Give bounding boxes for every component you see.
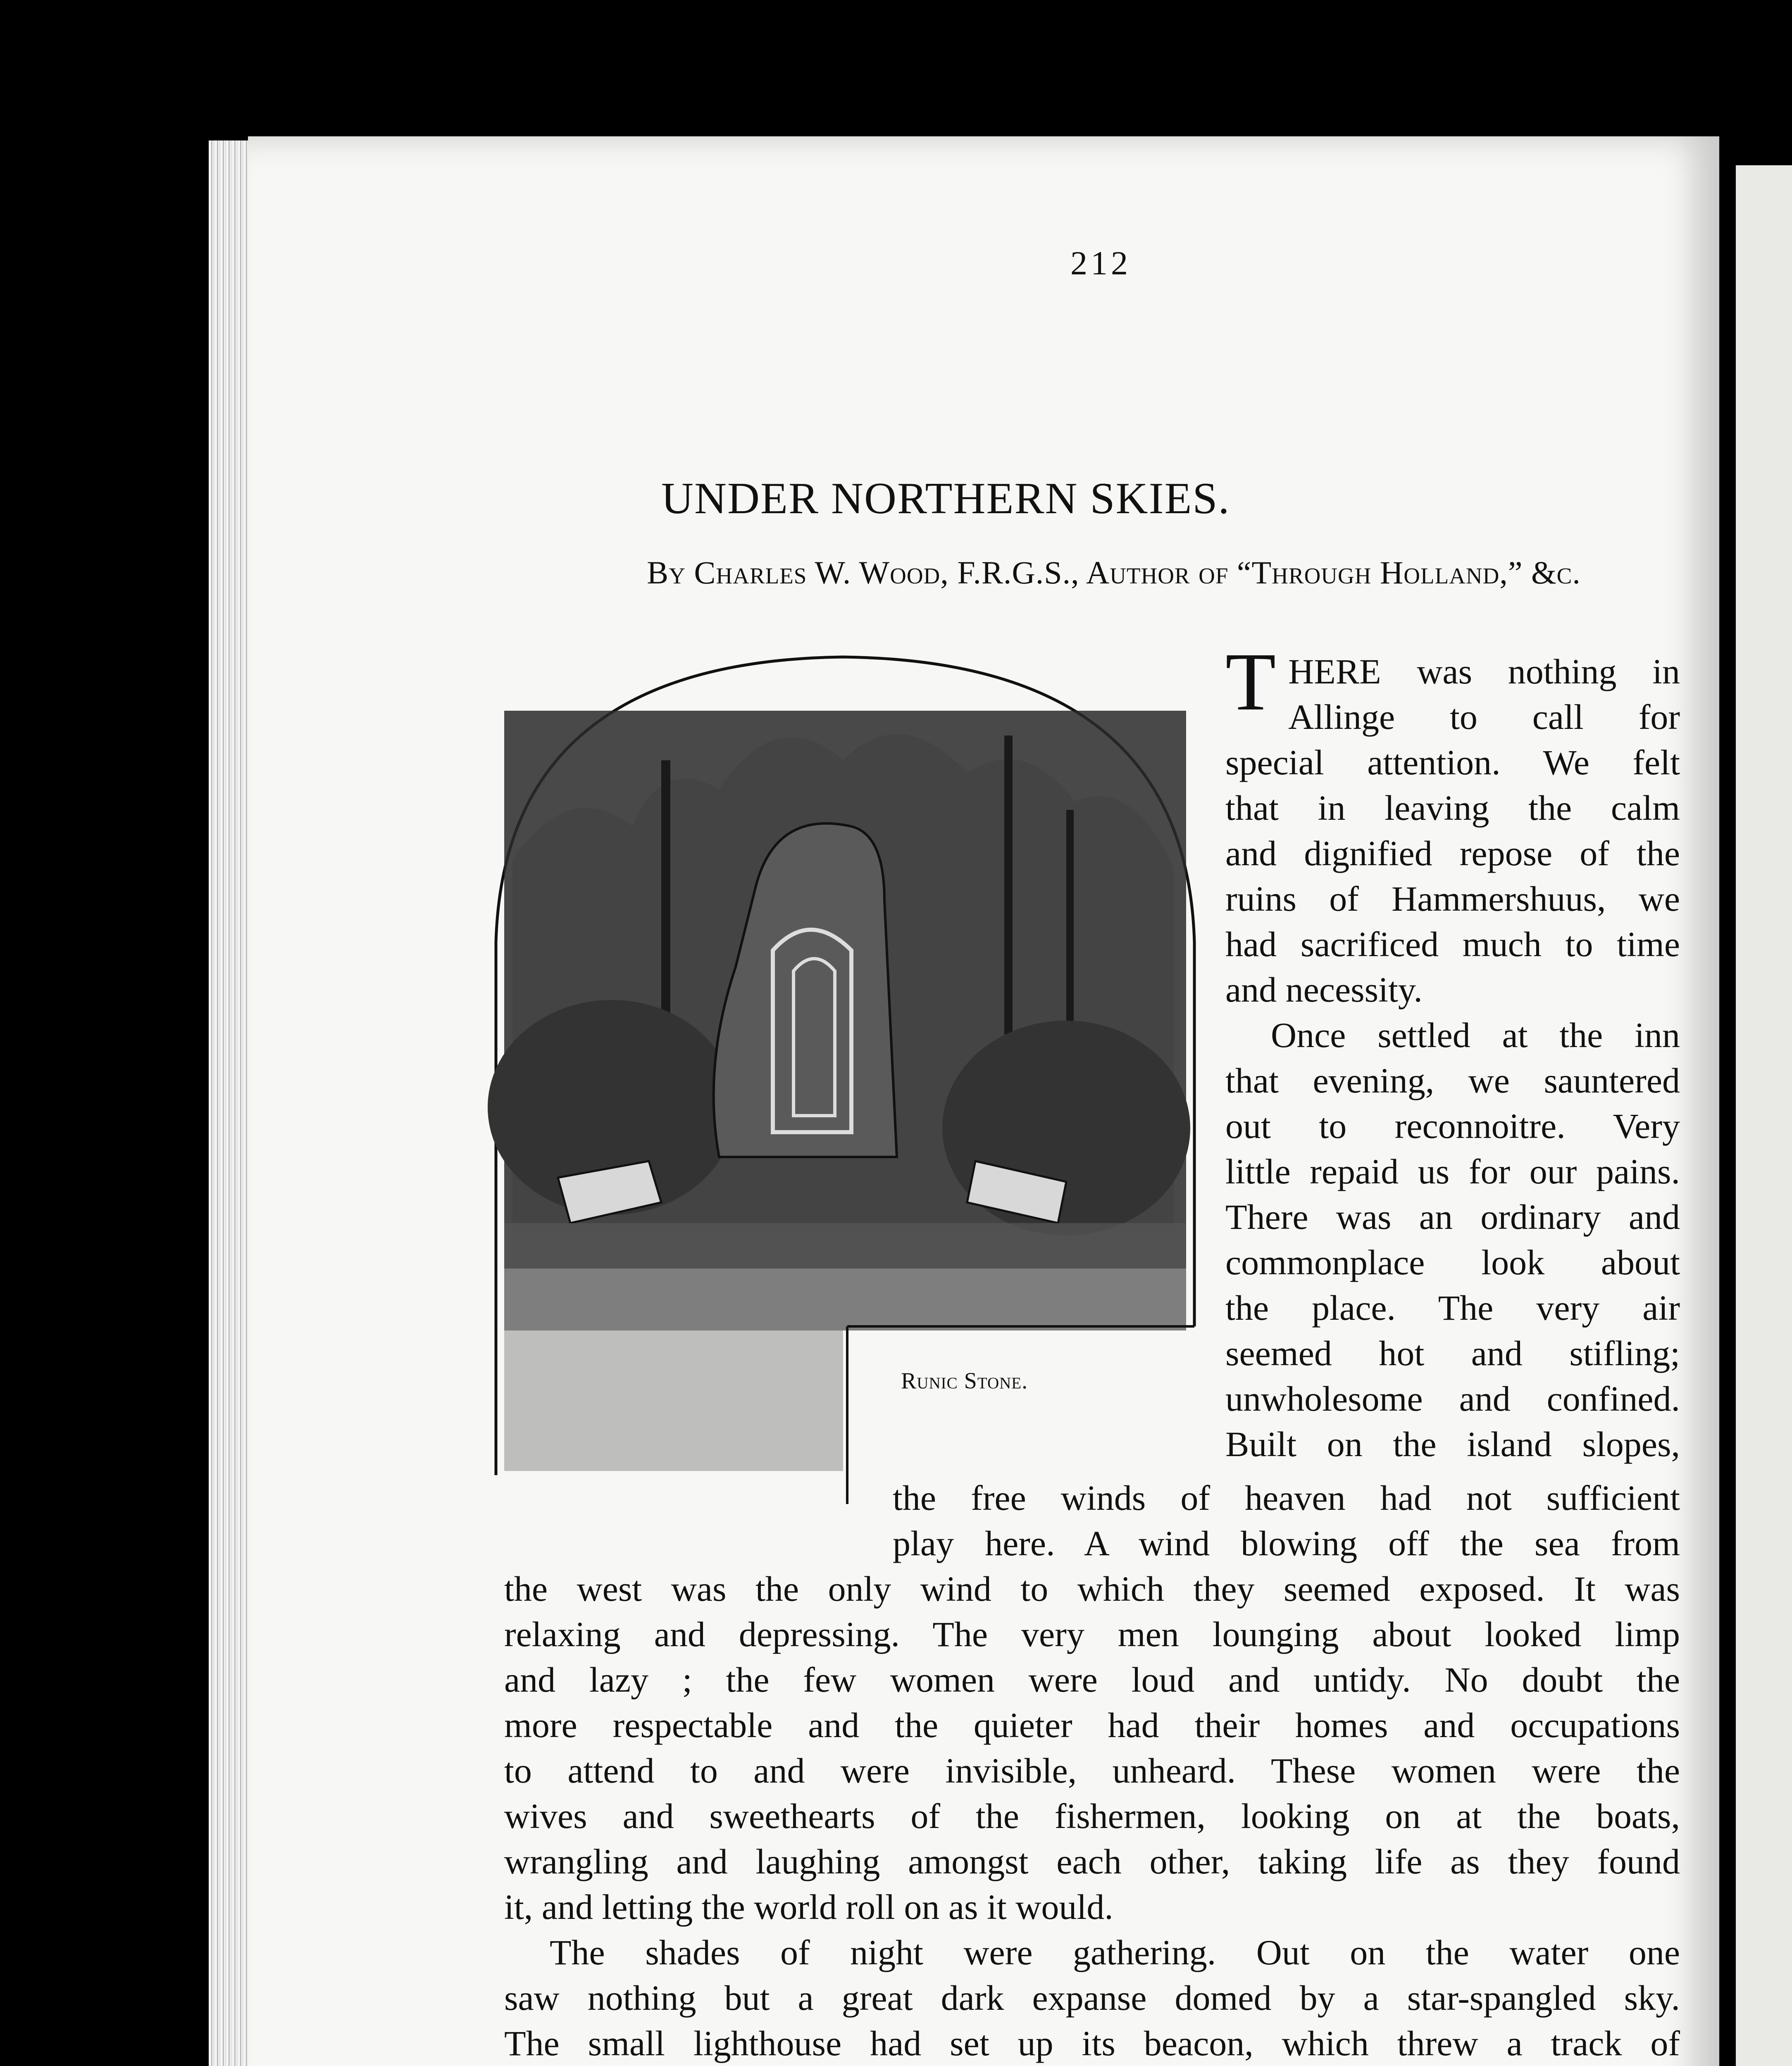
page-number: 212 xyxy=(1070,244,1131,282)
text-body-full xyxy=(504,1566,1680,2066)
drop-cap: T xyxy=(1225,636,1276,728)
text-line: to attend to and were invisible, unheard. These women were the xyxy=(504,1751,1680,1790)
text-line: and dignified repose of the xyxy=(1225,833,1680,873)
text-line: and lazy ; the few women were loud and untidy. No doubt the xyxy=(504,1660,1680,1699)
book-page-edges xyxy=(209,140,254,2066)
text-line: seemed hot and stifling; xyxy=(1225,1333,1680,1373)
text-line: unwholesome and confined. xyxy=(1225,1379,1680,1419)
text-line: special attention. We felt xyxy=(1225,743,1680,782)
illustration-caption: Runic Stone. xyxy=(901,1368,1028,1394)
text-line: The shades of night were gathering. Out on the water one xyxy=(550,1933,1680,1972)
text-line: commonplace look about xyxy=(1225,1242,1680,1282)
facing-page-sliver xyxy=(1736,165,1792,2066)
runic-stone-illustration xyxy=(488,653,1203,1504)
text-line: the west was the only wind to which they seemed exposed. It was xyxy=(504,1569,1680,1609)
text-line: more respectable and the quieter had their homes and occupations xyxy=(504,1705,1680,1745)
text-line: the free winds of heaven had not sufficient xyxy=(893,1478,1680,1518)
text-line: out to reconnoitre. Very xyxy=(1225,1106,1680,1146)
text-line: saw nothing but a great dark expanse domed by a star-spangled sky. xyxy=(504,1978,1680,2018)
text-line: HERE was nothing in xyxy=(1288,652,1680,691)
text-line: that in leaving the calm xyxy=(1225,788,1680,828)
text-line: ruins of Hammershuus, we xyxy=(1225,879,1680,919)
article-title: UNDER NORTHERN SKIES. xyxy=(661,474,1230,523)
text-line: the place. The very air xyxy=(1225,1288,1680,1328)
text-line: Once settled at the inn xyxy=(1271,1015,1680,1055)
text-line: that evening, we sauntered xyxy=(1225,1061,1680,1100)
scan-border-left xyxy=(0,0,209,2066)
text-line: There was an ordinary and xyxy=(1225,1197,1680,1237)
text-line: and necessity. xyxy=(1225,970,1423,1009)
text-line: wives and sweethearts of the fishermen, looking on at the boats, xyxy=(504,1796,1680,1836)
text-line: The small lighthouse had set up its beacon, which threw a track of xyxy=(504,2023,1680,2063)
text-line: had sacrificed much to time xyxy=(1225,924,1680,964)
text-line: little repaid us for our pains. xyxy=(1225,1152,1680,1191)
article-byline: By Charles W. Wood, F.R.G.S., Author of “Through Holland,” &c. xyxy=(647,555,1581,590)
text-column-mid xyxy=(893,1475,1680,1566)
text-line: relaxing and depressing. The very men lounging about looked limp xyxy=(504,1614,1680,1654)
text-line: Built on the island slopes, xyxy=(1225,1424,1680,1464)
text-line: Allinge to call for xyxy=(1288,697,1680,737)
text-line: play here. A wind blowing off the sea from xyxy=(893,1523,1680,1563)
text-line: wrangling and laughing amongst each other, taking life as they found xyxy=(504,1842,1680,1881)
text-column-right xyxy=(1225,636,1680,1467)
text-line: it, and letting the world roll on as it would. xyxy=(504,1887,1113,1927)
